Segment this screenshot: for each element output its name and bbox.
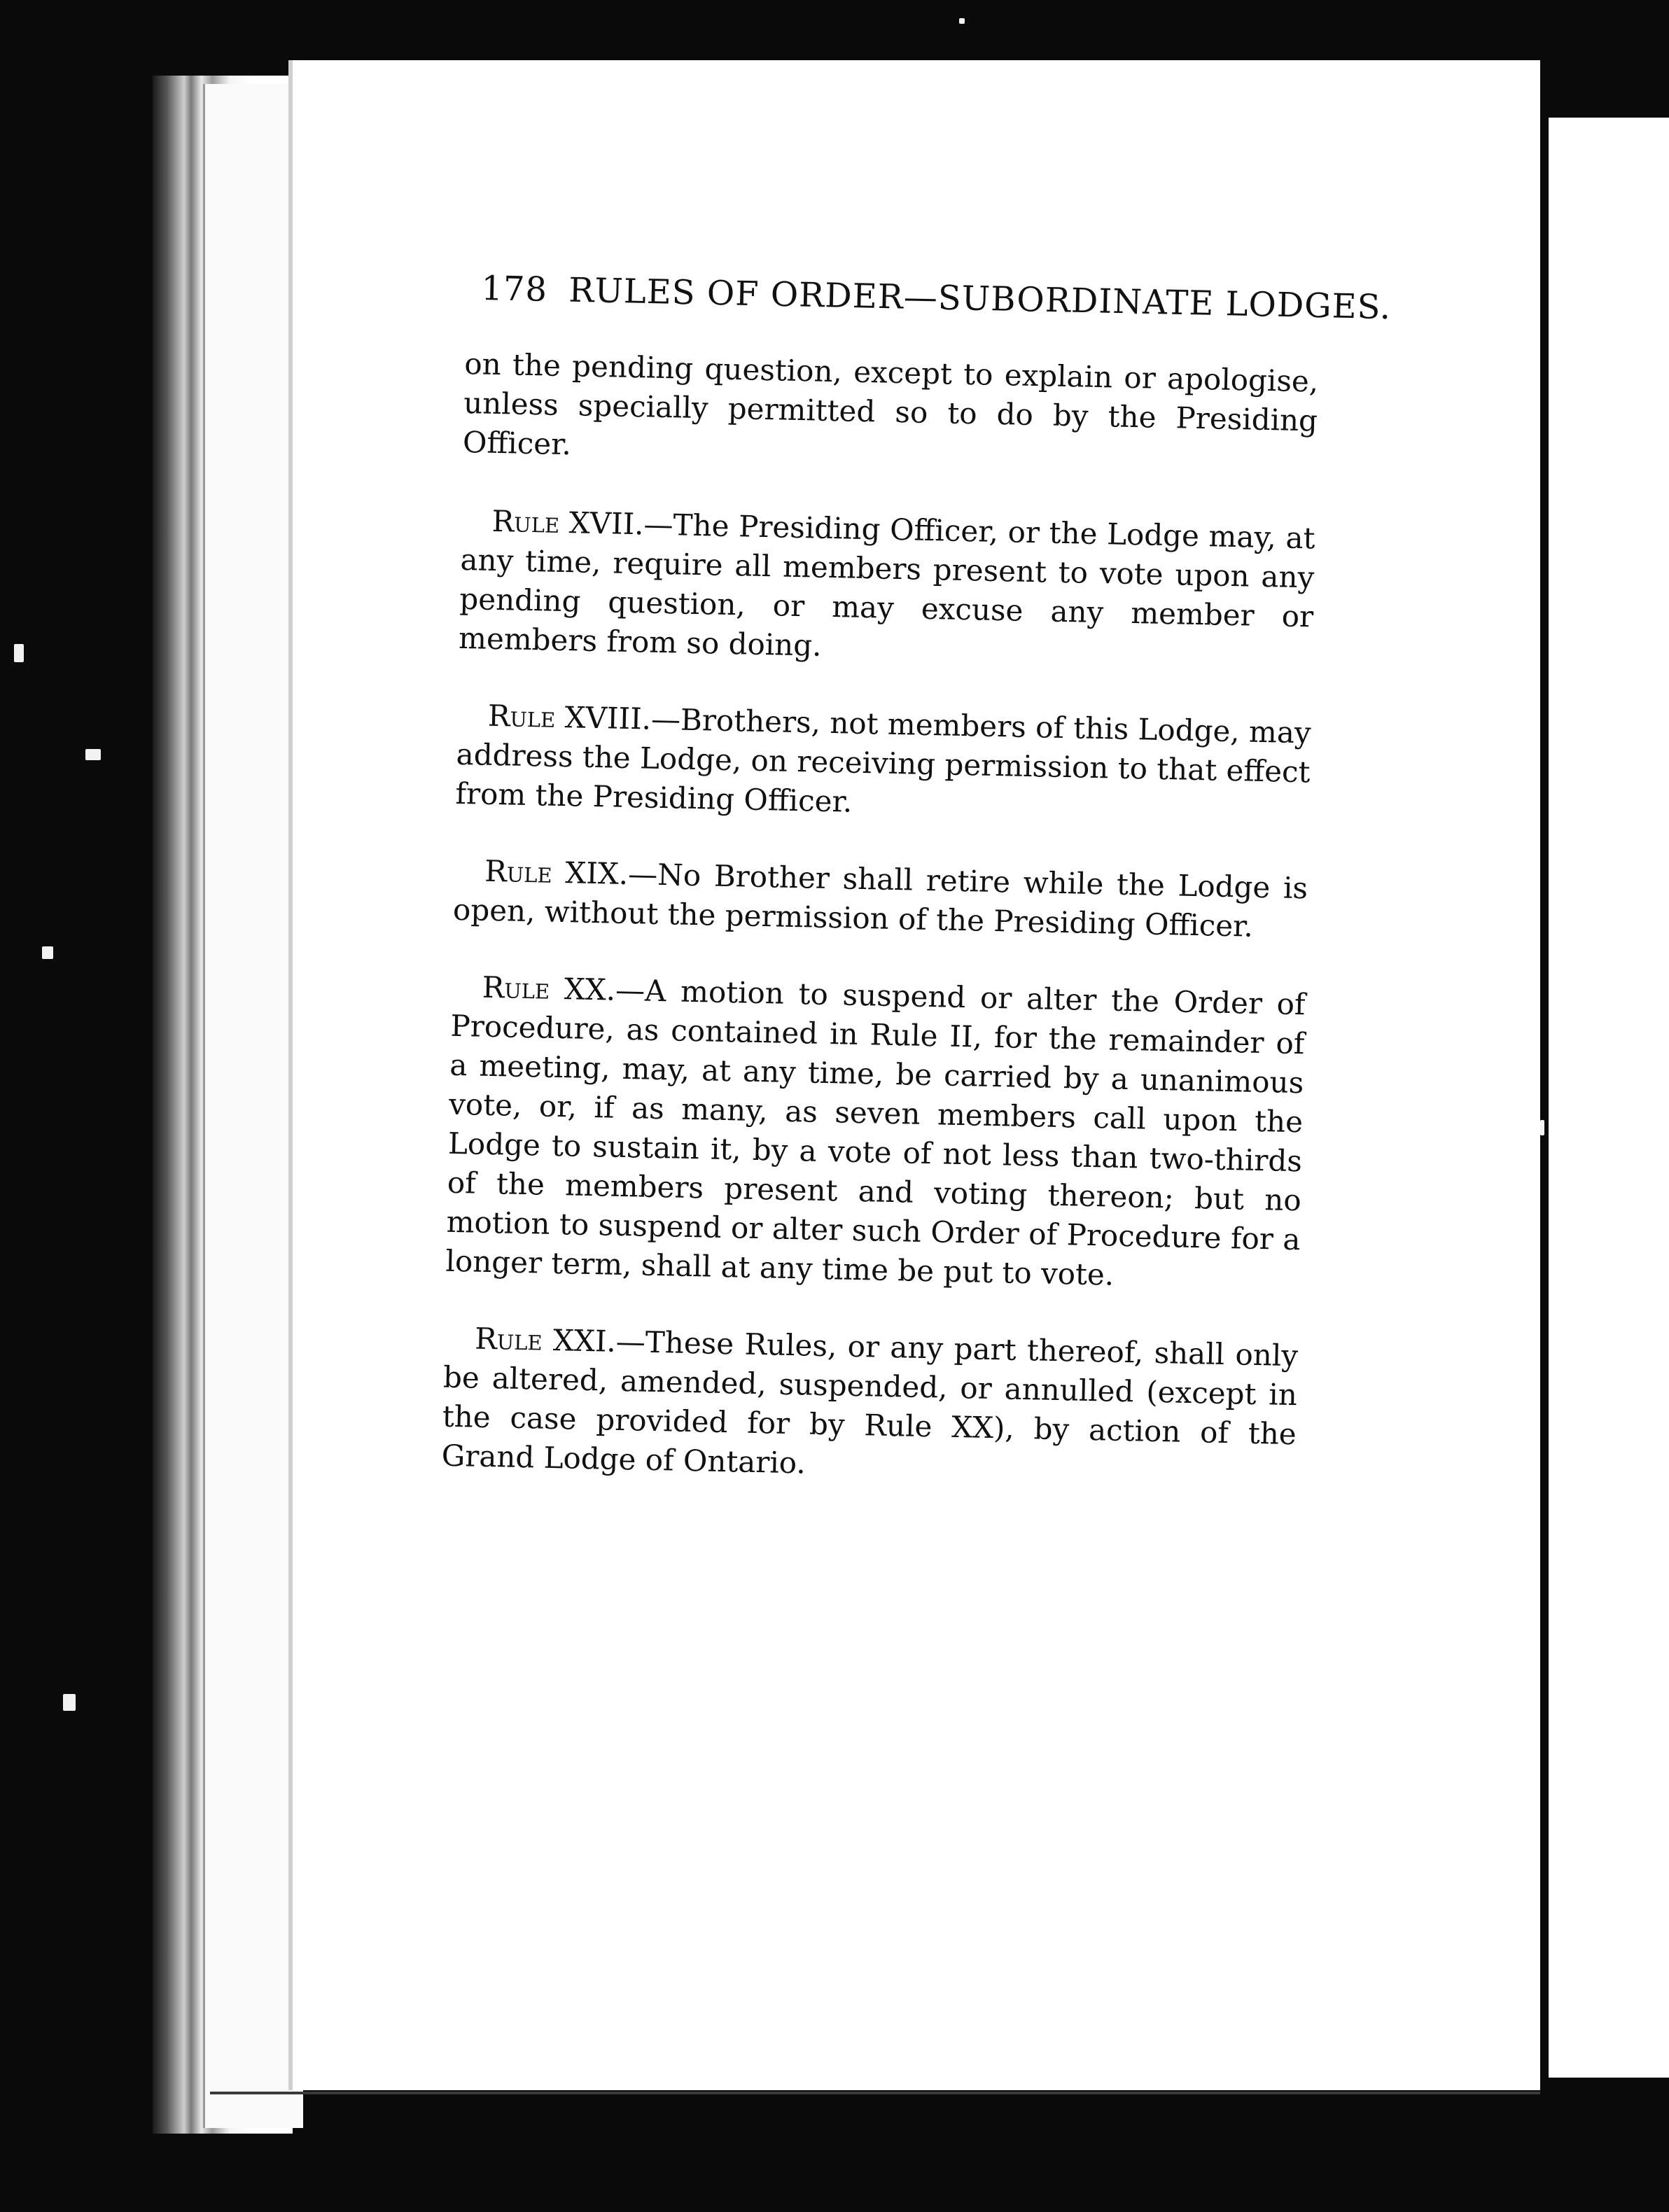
rule-text: —No Brother shall retire while the Lodge is open, without the permission of the Presiding Officer.	[452, 857, 1308, 944]
rule-label: Rule XXI.	[474, 1321, 617, 1359]
page-bottom-edge	[210, 2092, 1540, 2094]
rule-paragraph	[441, 1319, 1298, 1494]
scan-speck	[85, 749, 101, 760]
facing-page	[1549, 118, 1669, 2078]
rule-paragraph	[459, 501, 1315, 676]
rule-text: —A motion to suspend or alter the Order of Procedure, as contained in Rule II, for the remainder of a meeting, may, at any time, be carried by a unanimous vote, or, if as many, as seven members call upon the Lodge to sustain it, by a vote of not less than two-thirds of the members present and voting thereon; but no motion to suspend or alter such Order of Procedure for a longer term, shall at any time be put to vote.	[445, 972, 1306, 1292]
body-text	[440, 344, 1319, 1531]
rule-label: Rule XVII.	[491, 503, 645, 542]
rule-label: Rule XX.	[482, 969, 616, 1007]
scan-speck	[1540, 1120, 1544, 1135]
scan-speck	[63, 1694, 76, 1711]
rule-paragraph	[445, 967, 1306, 1298]
running-head-title: RULES OF ORDER—SUBORDINATE LODGES.	[568, 270, 1392, 328]
rule-text: —Brothers, not members of this Lodge, may address the Lodge, on receiving permission to that effect from the Presiding Officer.	[455, 701, 1312, 819]
scan-speck	[42, 946, 53, 959]
rule-paragraph	[455, 696, 1311, 832]
scan-speck	[14, 644, 24, 662]
rule-label: Rule XIX.	[484, 853, 629, 892]
rule-label: Rule XVIII.	[487, 698, 652, 736]
page-number: 178	[480, 269, 548, 309]
scan-speck	[959, 18, 965, 24]
page-stack	[203, 84, 303, 2128]
rule-text: —The Presiding Officer, or the Lodge may, at any time, require all members present to vote upon any pending question, or may excuse any member or members from so doing.	[458, 507, 1315, 663]
continuation-paragraph: on the pending question, except to explain or apologise, unless specially permitted so to do by the Presiding Officer.	[462, 346, 1319, 462]
rule-text: —These Rules, or any part thereof, shall only be altered, amended, suspended, or annulled (except in the case provided for by Rule XX), by action of the Grand Lodge of Ontario.	[441, 1324, 1299, 1480]
rule-paragraph	[452, 851, 1308, 948]
